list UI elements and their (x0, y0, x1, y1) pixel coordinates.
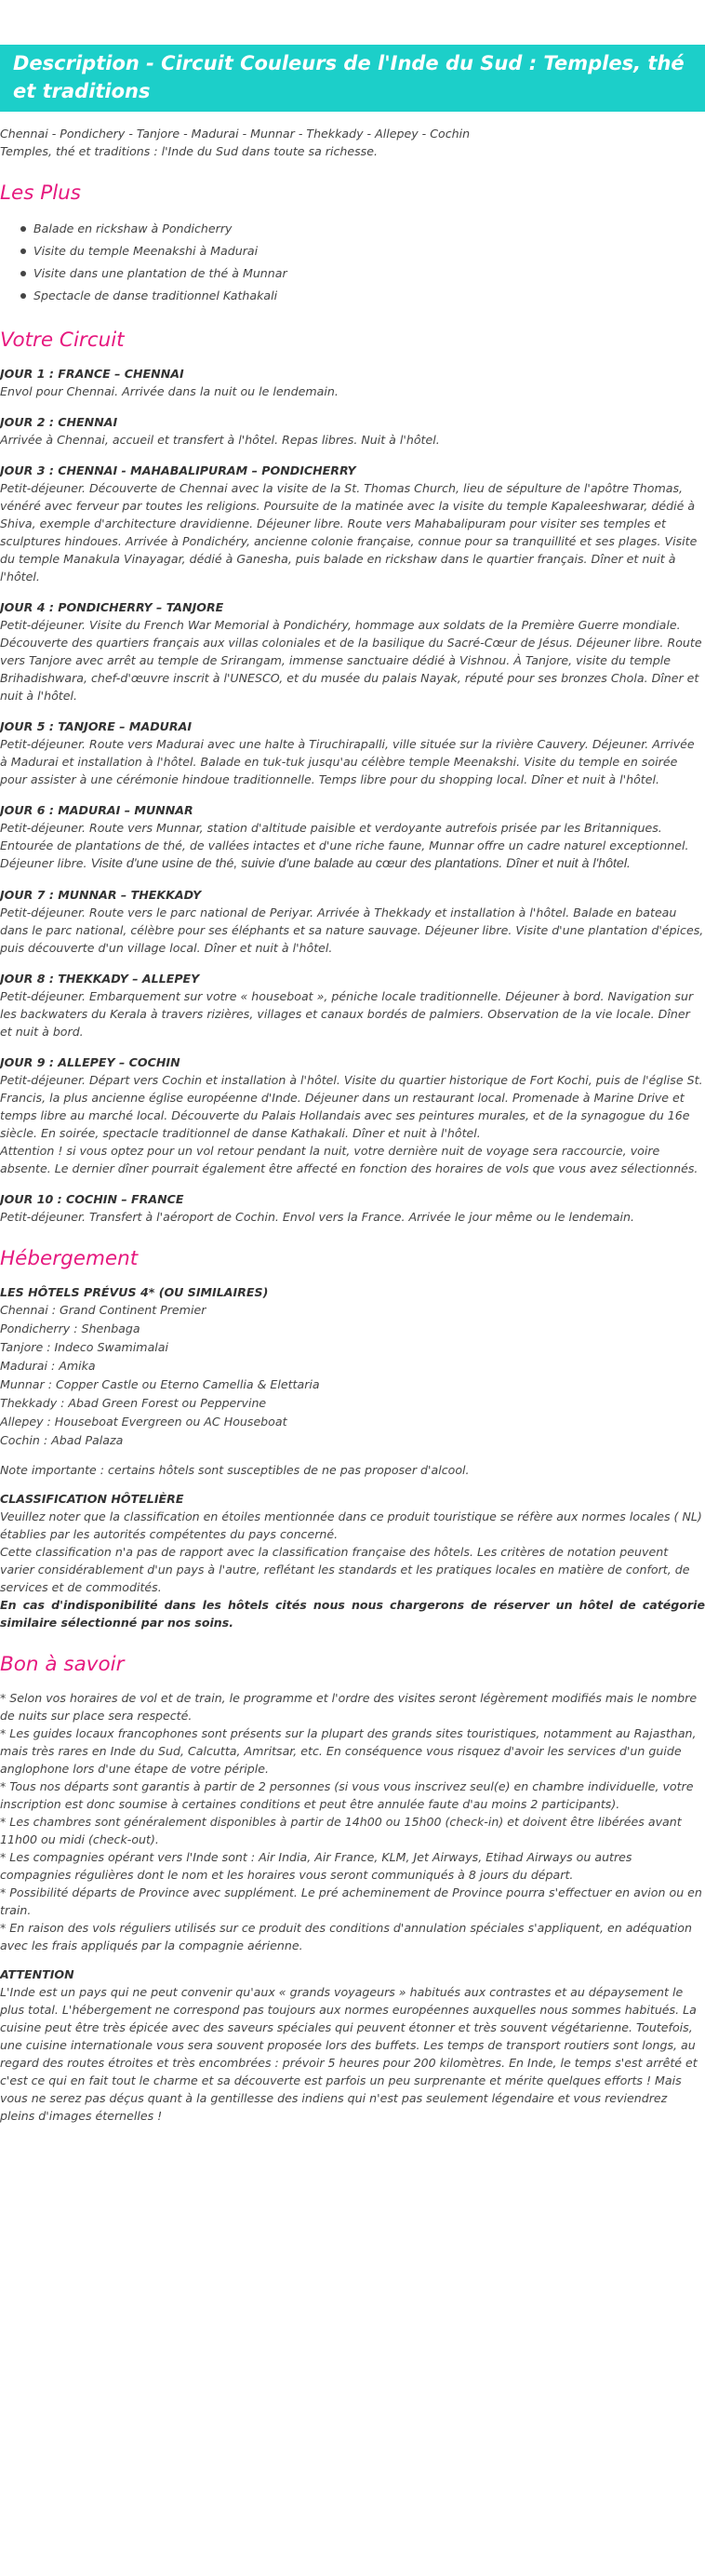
day-block (0, 1190, 705, 1226)
info-item: * En raison des vols réguliers utilisés sur ce produit des conditions d'annulation spéciales s'appliquent, en adéquation avec les frais appliqués par la compagnie aérienne. (0, 1921, 692, 1952)
les-plus-heading: Les Plus (0, 181, 82, 205)
page-title-banner (0, 45, 705, 112)
day-title: JOUR 2 : CHENNAI (0, 415, 118, 429)
route-line: Chennai - Pondichery - Tanjore - Madurai - Munnar - Thekkady - Allepey - Cochin (0, 127, 471, 141)
day-text: Petit-déjeuner. Embarquement sur votre « houseboat », péniche locale traditionnelle. Déjeuner à bord. Navigation sur les backwaters du Kerala à travers rizières, villages et canaux bordés de palmiers. Observation de la vie locale. Dîner et nuit à bord. (0, 989, 694, 1039)
day-title: JOUR 8 : THEKKADY – ALLEPEY (0, 972, 200, 986)
bon-a-savoir-heading: Bon à savoir (0, 1653, 125, 1676)
les-plus-list (0, 218, 705, 307)
day-text: Arrivée à Chennai, accueil et transfert à l'hôtel. Repas libres. Nuit à l'hôtel. (0, 433, 440, 447)
day-block (0, 413, 705, 449)
day-text: Petit-déjeuner. Visite du French War Memorial à Pondichéry, hommage aux soldats de la Première Guerre mondiale. Découverte des quartiers français aux villas coloniales et de la basilique du Sacré-Cœur de Jésus. Déjeuner libre. Route vers Tanjore avec arrêt au temple de Srirangam, immense sanctuaire dédié à Vishnou. À Tanjore, visite du temple Brihadishwara, chef-d'œuvre inscrit à l'UNESCO, et du musée du palais Nayak, réputé pour ses bronzes Chola. Dîner et nuit à l'hôtel. (0, 618, 702, 703)
hotel-line: Cochin : Abad Palaza (0, 1433, 124, 1447)
day-text: Petit-déjeuner. Départ vers Cochin et installation à l'hôtel. Visite du quartier historique de Fort Kochi, puis de l'église St. Francis, la plus ancienne église européenne d'Inde. Déjeuner dans un restaurant local. Promenade à Marine Drive et temps libre au marché local. Découverte du Palais Hollandais avec ses peintures murales, et de la synagogue du 16e siècle. En soirée, spectacle traditionnel de danse Kathakali. Dîner et nuit à l'hôtel. (0, 1073, 703, 1140)
hotel-line: Munnar : Copper Castle ou Eterno Camellia & Elettaria (0, 1377, 320, 1391)
classification-availability: En cas d'indisponibilité dans les hôtels cités nous nous chargerons de réserver un hôtel de catégorie similaire sélectionné par nos soins. (0, 1598, 705, 1630)
day-title: JOUR 1 : FRANCE – CHENNAI (0, 367, 184, 381)
day-title: JOUR 6 : MADURAI – MUNNAR (0, 803, 193, 817)
day-block (0, 886, 705, 957)
classification-title: CLASSIFICATION HÔTELIÈRE (0, 1492, 184, 1506)
day-block (0, 462, 705, 585)
info-item: * Possibilité départs de Province avec supplément. Le pré acheminement de Province pourra s'effectuer en avion ou en train. (0, 1885, 702, 1917)
info-item: * Les guides locaux francophones sont présents sur la plupart des grands sites touristiques, notamment au Rajasthan, mais très rares en Inde du Sud, Calcutta, Amritsar, etc. En conséquence vous risquez d'avoir les services d'un guide anglophone lors d'une étape de votre périple. (0, 1726, 697, 1776)
day-text: Petit-déjeuner. Transfert à l'aéroport de Cochin. Envol vers la France. Arrivée le jour même ou le lendemain. (0, 1210, 634, 1224)
day-title: JOUR 10 : COCHIN – FRANCE (0, 1192, 184, 1206)
day-title: JOUR 4 : PONDICHERRY – TANJORE (0, 600, 224, 614)
info-item: * Les chambres sont généralement disponibles à partir de 14h00 ou 15h00 (check-in) et doivent être libérées avant 11h00 ou midi (check-out). (0, 1815, 682, 1846)
day-text: Petit-déjeuner. Route vers le parc national de Periyar. Arrivée à Thekkady et installation à l'hôtel. Balade en bateau dans le parc national, célèbre pour ses éléphants et sa nature sauvage. Déjeuner libre. Visite d'une plantation d'épices, puis découverte d'un village local. Dîner et nuit à l'hôtel. (0, 906, 704, 955)
list-item: Balade en rickshaw à Pondicherry (33, 218, 705, 240)
attention-title: ATTENTION (0, 1967, 74, 1981)
day-block (0, 801, 705, 873)
day-title: JOUR 5 : TANJORE – MADURAI (0, 719, 193, 733)
day-text (0, 819, 705, 873)
day-title: JOUR 7 : MUNNAR – THEKKADY (0, 888, 202, 902)
hotel-line: Pondicherry : Shenbaga (0, 1322, 140, 1335)
day-note: Attention ! si vous optez pour un vol retour pendant la nuit, votre dernière nuit de voyage sera raccourcie, voire absente. Le dernier dîner pourrait également être affecté en fonction des horaires de vols que vous avez sélectionnés. (0, 1144, 698, 1175)
list-item: Visite du temple Meenakshi à Madurai (33, 240, 705, 262)
circuit-heading: Votre Circuit (0, 329, 125, 352)
hotel-line: Chennai : Grand Continent Premier (0, 1303, 206, 1317)
day-block (0, 718, 705, 788)
day-text: Petit-déjeuner. Route vers Madurai avec une halte à Tiruchirapalli, ville située sur la rivière Cauvery. Déjeuner. Arrivée à Madurai et installation à l'hôtel. Balade en tuk-tuk jusqu'au célèbre temple Meenakshi. Visite du temple en soirée pour assister à une cérémonie hindoue traditionnelle. Temps libre pour du shopping local. Dîner et nuit à l'hôtel. (0, 737, 695, 786)
hotel-line: Madurai : Amika (0, 1359, 96, 1373)
hotels-title: LES HÔTELS PRÉVUS 4* (OU SIMILAIRES) (0, 1285, 269, 1299)
day-block (0, 970, 705, 1040)
day-block (0, 1053, 705, 1177)
hotel-line: Tanjore : Indeco Swamimalai (0, 1340, 168, 1354)
list-item: Visite dans une plantation de thé à Munnar (33, 262, 705, 285)
day-text-main: Petit-déjeuner. Route vers Munnar, station d'altitude paisible et verdoyante autrefois prisée par les Britanniques. Entourée de plantations de thé, de vallées intactes et d'une riche faune, Munnar offre un cadre naturel exceptionnel. Déjeuner libre. (0, 821, 689, 870)
day-text-alt: Visite d'une usine de thé, suivie d'une balade au cœur des plantations. Dîner et nuit à l'hôtel. (86, 856, 631, 871)
info-item: * Selon vos horaires de vol et de train, le programme et l'ordre des visites seront légèrement modifiés mais le nombre de nuits sur place sera respecté. (0, 1691, 698, 1723)
day-title: JOUR 9 : ALLEPEY – COCHIN (0, 1055, 180, 1069)
info-item: * Les compagnies opérant vers l'Inde sont : Air India, Air France, KLM, Jet Airways, Etihad Airways ou autres compagnies régulières dont le nom et les horaires vous seront communiqués à 8 jours du départ. (0, 1850, 632, 1882)
day-text: Petit-déjeuner. Découverte de Chennai avec la visite de la St. Thomas Church, lieu de sépulture de l'apôtre Thomas, vénéré avec ferveur par toutes les religions. Poursuite de la matinée avec la visite du temple Kapaleeshwarar, dédié à Shiva, exemple d'architecture dravidienne. Déjeuner libre. Route vers Mahabalipuram pour visiter ses temples et sculptures hindoues. Arrivée à Pondichéry, ancienne colonie française, connue pour sa tranquillité et ses plages. Visite du temple Manakula Vinayagar, dédié à Ganesha, puis balade en rickshaw dans le quartier français. Dîner et nuit à l'hôtel. (0, 481, 698, 584)
hotel-line: Thekkady : Abad Green Forest ou Peppervine (0, 1396, 267, 1410)
day-title: JOUR 3 : CHENNAI - MAHABALIPURAM – PONDICHERRY (0, 463, 356, 477)
hotels-note: Note importante : certains hôtels sont susceptibles de ne pas proposer d'alcool. (0, 1463, 470, 1477)
list-item: Spectacle de danse traditionnel Kathakali (33, 285, 705, 307)
attention-text: L'Inde est un pays qui ne peut convenir qu'aux « grands voyageurs » habitués aux contrastes et au dépaysement le plus total. L'hébergement ne correspond pas toujours aux normes européennes auxquelles nous sommes habitués. La cuisine peut être très épicée avec des saveurs spéciales qui peuvent étonner et très souvent végétarienne. Toutefois, une cuisine internationale vous sera souvent proposée lors des buffets. Les temps de transport routiers sont longs, au regard des routes étroites et très encombrées : prévoir 5 heures pour 200 kilomètres. En Inde, le temps s'est arrêté et c'est ce qui en fait tout le charme et sa découverte est parfois un peu surprenante et mérite quelques efforts ! Mais vous ne serez pas déçus quant à la gentillesse des indiens qui n'est pas seulement légendaire et vous reviendrez pleins d'images éternelles ! (0, 1985, 698, 2123)
classification-text: Cette classification n'a pas de rapport avec la classification française des hôtels. Les critères de notation peuvent varier considérablement d'un pays à l'autre, reflétant les standards et les pratiques locales en matière de confort, de services et de commodités. (0, 1545, 690, 1594)
info-item: * Tous nos départs sont garantis à partir de 2 personnes (si vous vous inscrivez seul(e) en chambre individuelle, votre inscription est donc soumise à certaines conditions et peut être annulée faute d'au moins 2 participants). (0, 1779, 694, 1811)
day-text: Envol pour Chennai. Arrivée dans la nuit ou le lendemain. (0, 384, 339, 398)
page-title: Description - Circuit Couleurs de l'Inde du Sud : Temples, thé et traditions (13, 52, 685, 102)
hebergement-heading: Hébergement (0, 1247, 139, 1270)
content (0, 125, 705, 2125)
day-block (0, 365, 705, 400)
hotel-line: Allepey : Houseboat Evergreen ou AC Houseboat (0, 1415, 287, 1429)
tagline: Temples, thé et traditions : l'Inde du Sud dans toute sa richesse. (0, 144, 378, 158)
classification-text: Veuillez noter que la classification en étoiles mentionnée dans ce produit touristique se réfère aux normes locales ( NL) établies par les autorités compétentes du pays concerné. (0, 1509, 702, 1541)
day-block (0, 598, 705, 704)
